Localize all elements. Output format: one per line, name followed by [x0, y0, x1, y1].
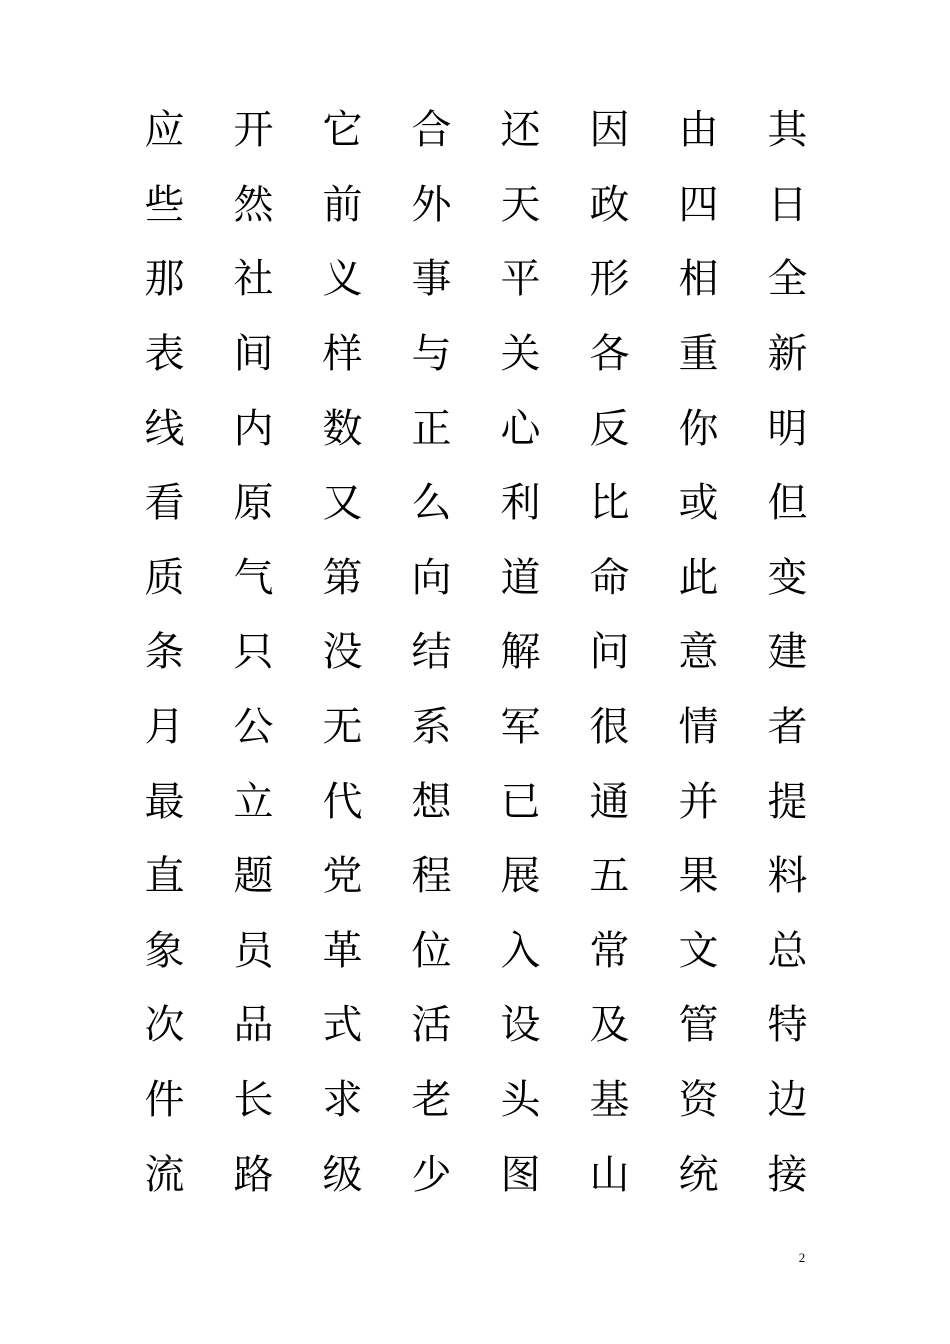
character-cell: 并 [678, 778, 719, 825]
character-cell: 程 [411, 853, 452, 900]
character-cell: 结 [411, 629, 452, 676]
character-cell: 提 [767, 778, 808, 825]
character-cell: 无 [322, 704, 363, 751]
character-cell: 想 [411, 778, 452, 825]
character-cell: 明 [767, 405, 808, 452]
character-cell: 由 [678, 107, 719, 154]
character-cell: 接 [767, 1151, 808, 1198]
character-cell: 平 [500, 256, 541, 303]
character-cell: 政 [589, 181, 630, 228]
character-cell: 此 [678, 554, 719, 601]
character-cell: 果 [678, 853, 719, 900]
character-cell: 你 [678, 405, 719, 452]
character-cell: 少 [411, 1151, 452, 1198]
character-cell: 道 [500, 554, 541, 601]
character-cell: 长 [233, 1077, 274, 1124]
character-cell: 公 [233, 704, 274, 751]
character-cell: 品 [233, 1002, 274, 1049]
character-cell: 边 [767, 1077, 808, 1124]
character-cell: 向 [411, 554, 452, 601]
character-cell: 数 [322, 405, 363, 452]
character-cell: 命 [589, 554, 630, 601]
character-cell: 总 [767, 927, 808, 974]
character-cell: 统 [678, 1151, 719, 1198]
character-cell: 党 [322, 853, 363, 900]
character-cell: 合 [411, 107, 452, 154]
character-cell: 反 [589, 405, 630, 452]
character-cell: 题 [233, 853, 274, 900]
character-cell: 变 [767, 554, 808, 601]
character-cell: 重 [678, 331, 719, 378]
character-cell: 月 [144, 704, 185, 751]
character-cell: 些 [144, 181, 185, 228]
character-cell: 图 [500, 1151, 541, 1198]
character-cell: 系 [411, 704, 452, 751]
character-cell: 及 [589, 1002, 630, 1049]
character-cell: 与 [411, 331, 452, 378]
character-cell: 各 [589, 331, 630, 378]
character-cell: 入 [500, 927, 541, 974]
character-cell: 但 [767, 480, 808, 527]
character-cell: 气 [233, 554, 274, 601]
character-cell: 军 [500, 704, 541, 751]
character-cell: 开 [233, 107, 274, 154]
character-cell: 应 [144, 107, 185, 154]
character-cell: 它 [322, 107, 363, 154]
character-cell: 料 [767, 853, 808, 900]
character-cell: 五 [589, 853, 630, 900]
character-cell: 社 [233, 256, 274, 303]
character-cell: 基 [589, 1077, 630, 1124]
page-number: 2 [798, 1250, 806, 1265]
character-cell: 日 [767, 181, 808, 228]
character-cell: 象 [144, 927, 185, 974]
character-cell: 老 [411, 1077, 452, 1124]
character-cell: 心 [500, 405, 541, 452]
character-cell: 情 [678, 704, 719, 751]
character-cell: 其 [767, 107, 808, 154]
character-cell: 已 [500, 778, 541, 825]
character-cell: 级 [322, 1151, 363, 1198]
character-cell: 第 [322, 554, 363, 601]
character-cell: 样 [322, 331, 363, 378]
character-cell: 意 [678, 629, 719, 676]
character-cell: 前 [322, 181, 363, 228]
character-cell: 内 [233, 405, 274, 452]
character-cell: 义 [322, 256, 363, 303]
character-cell: 四 [678, 181, 719, 228]
character-cell: 代 [322, 778, 363, 825]
character-cell: 展 [500, 853, 541, 900]
character-cell: 流 [144, 1151, 185, 1198]
character-cell: 天 [500, 181, 541, 228]
character-cell: 事 [411, 256, 452, 303]
character-cell: 设 [500, 1002, 541, 1049]
character-cell: 因 [589, 107, 630, 154]
character-cell: 原 [233, 480, 274, 527]
character-cell: 文 [678, 927, 719, 974]
character-cell: 特 [767, 1002, 808, 1049]
character-cell: 问 [589, 629, 630, 676]
character-cell: 员 [233, 927, 274, 974]
character-cell: 路 [233, 1151, 274, 1198]
character-cell: 全 [767, 256, 808, 303]
character-cell: 外 [411, 181, 452, 228]
character-grid [120, 93, 832, 1212]
character-cell: 还 [500, 107, 541, 154]
character-cell: 活 [411, 1002, 452, 1049]
character-cell: 建 [767, 629, 808, 676]
character-cell: 么 [411, 480, 452, 527]
character-cell: 位 [411, 927, 452, 974]
character-cell: 革 [322, 927, 363, 974]
character-cell: 相 [678, 256, 719, 303]
character-cell: 只 [233, 629, 274, 676]
character-cell: 次 [144, 1002, 185, 1049]
character-cell: 利 [500, 480, 541, 527]
character-cell: 没 [322, 629, 363, 676]
character-cell: 最 [144, 778, 185, 825]
character-cell: 通 [589, 778, 630, 825]
character-cell: 件 [144, 1077, 185, 1124]
character-cell: 线 [144, 405, 185, 452]
character-cell: 者 [767, 704, 808, 751]
character-cell: 条 [144, 629, 185, 676]
character-cell: 比 [589, 480, 630, 527]
character-cell: 然 [233, 181, 274, 228]
character-cell: 或 [678, 480, 719, 527]
character-cell: 头 [500, 1077, 541, 1124]
character-cell: 那 [144, 256, 185, 303]
character-cell: 很 [589, 704, 630, 751]
character-cell: 新 [767, 331, 808, 378]
character-cell: 表 [144, 331, 185, 378]
character-cell: 关 [500, 331, 541, 378]
character-cell: 常 [589, 927, 630, 974]
character-cell: 求 [322, 1077, 363, 1124]
character-cell: 直 [144, 853, 185, 900]
character-cell: 看 [144, 480, 185, 527]
character-cell: 质 [144, 554, 185, 601]
character-cell: 形 [589, 256, 630, 303]
character-cell: 资 [678, 1077, 719, 1124]
character-cell: 解 [500, 629, 541, 676]
character-cell: 正 [411, 405, 452, 452]
character-cell: 管 [678, 1002, 719, 1049]
character-cell: 立 [233, 778, 274, 825]
character-cell: 山 [589, 1151, 630, 1198]
character-cell: 式 [322, 1002, 363, 1049]
character-cell: 又 [322, 480, 363, 527]
character-cell: 间 [233, 331, 274, 378]
